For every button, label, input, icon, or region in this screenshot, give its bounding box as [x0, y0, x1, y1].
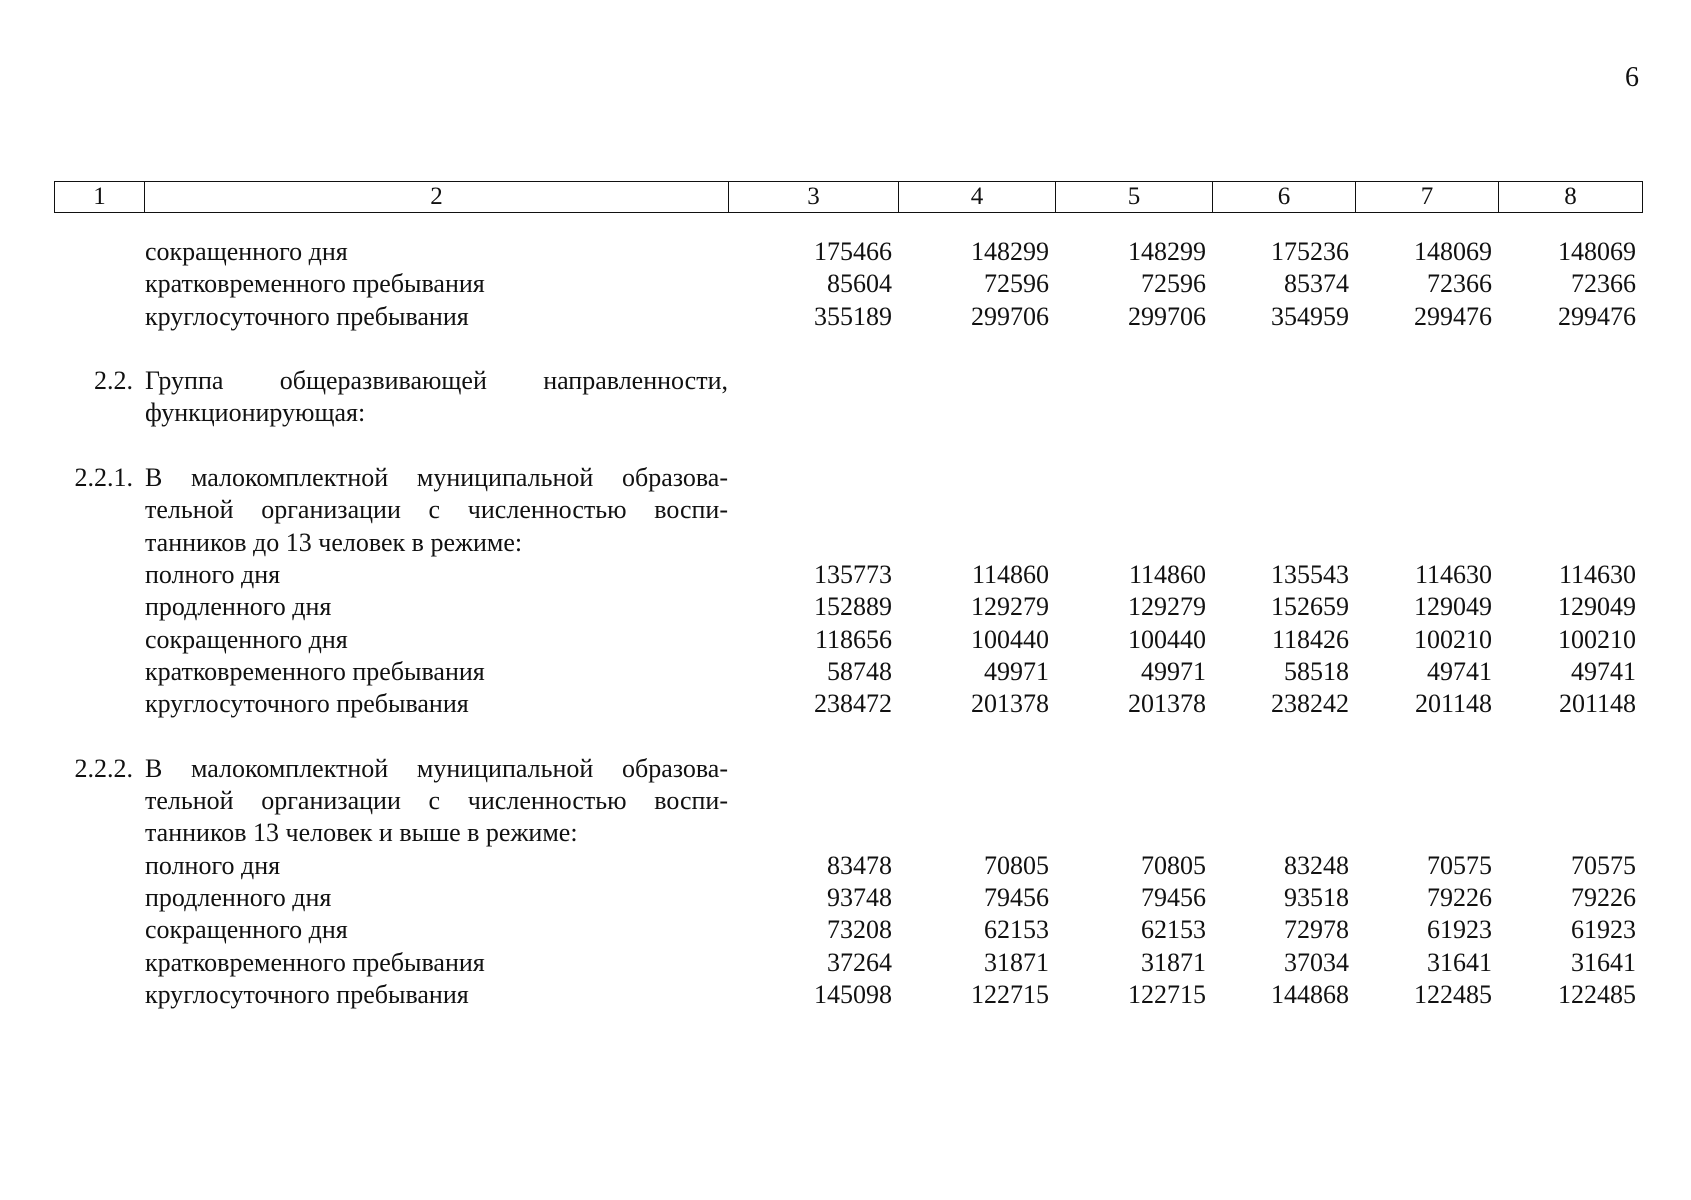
cell-value: 122485	[1558, 979, 1636, 1009]
cell-value: 114860	[1128, 559, 1206, 589]
section-title: тельной организации с численностью воспи-	[145, 495, 728, 525]
row-label: сокращенного дня	[145, 237, 348, 266]
table-row	[54, 624, 1642, 656]
cell-value: 49741	[1427, 656, 1492, 686]
column-number: 3	[729, 182, 899, 213]
table-row	[54, 882, 1642, 914]
row-label: круглосуточного пребывания	[145, 301, 469, 331]
cell-value: 79456	[984, 882, 1049, 912]
cell-value: 72596	[1141, 269, 1206, 299]
cell-value: 118426	[1271, 624, 1349, 654]
cell-value: 70805	[984, 850, 1049, 880]
cell-value: 122715	[971, 979, 1049, 1009]
section-heading	[54, 462, 1642, 494]
tariff-table	[54, 236, 1642, 1011]
column-number: 2	[145, 182, 729, 213]
cell-value: 148069	[1414, 237, 1492, 266]
section-title: танников до 13 человек в режиме:	[145, 527, 523, 557]
section-title: Группа общеразвивающей направленности,	[145, 366, 728, 396]
column-number: 5	[1056, 182, 1213, 213]
cell-value: 49971	[984, 656, 1049, 686]
cell-value: 31641	[1427, 947, 1492, 977]
cell-value: 100440	[971, 624, 1049, 654]
cell-value: 100210	[1558, 624, 1636, 654]
cell-value: 118656	[814, 624, 892, 654]
cell-value: 148069	[1558, 237, 1636, 266]
cell-value: 201378	[971, 689, 1049, 719]
cell-value: 114860	[971, 559, 1049, 589]
table-row	[54, 914, 1642, 946]
cell-value: 72366	[1571, 269, 1636, 299]
cell-value: 73208	[827, 915, 892, 945]
section-heading	[54, 753, 1642, 785]
cell-value: 114630	[1558, 559, 1636, 589]
cell-value: 122485	[1414, 979, 1492, 1009]
cell-value: 175466	[814, 237, 892, 266]
section-title: В малокомплектной муниципальной образова-	[145, 753, 728, 783]
cell-value: 152659	[1271, 592, 1349, 622]
cell-value: 70805	[1141, 850, 1206, 880]
cell-value: 72978	[1284, 915, 1349, 945]
cell-value: 31641	[1571, 947, 1636, 977]
cell-value: 114630	[1414, 559, 1492, 589]
cell-value: 61923	[1427, 915, 1492, 945]
cell-value: 148299	[971, 237, 1049, 266]
table-row	[54, 947, 1642, 979]
cell-value: 93748	[827, 882, 892, 912]
row-label: кратковременного пребывания	[145, 269, 485, 299]
row-label: продленного дня	[145, 592, 332, 622]
section-number: 2.2.	[94, 366, 133, 396]
cell-value: 79226	[1427, 882, 1492, 912]
section-heading-line	[54, 494, 1642, 526]
row-label: полного дня	[145, 559, 281, 589]
cell-value: 31871	[1141, 947, 1206, 977]
cell-value: 70575	[1427, 850, 1492, 880]
table-row	[54, 559, 1642, 591]
cell-value: 85604	[827, 269, 892, 299]
section-title: тельной организации с численностью воспи-	[145, 786, 728, 816]
cell-value: 129049	[1558, 592, 1636, 622]
section-heading-line	[54, 785, 1642, 817]
cell-value: 83478	[827, 850, 892, 880]
section-title: танников 13 человек и выше в режиме:	[145, 818, 578, 848]
table-row	[54, 236, 1642, 268]
cell-value: 79456	[1141, 882, 1206, 912]
cell-value: 145098	[814, 979, 892, 1009]
cell-value: 31871	[984, 947, 1049, 977]
cell-value: 122715	[1128, 979, 1206, 1009]
row-label: кратковременного пребывания	[145, 656, 485, 686]
cell-value: 144868	[1271, 979, 1349, 1009]
cell-value: 355189	[814, 301, 892, 331]
cell-value: 129049	[1414, 592, 1492, 622]
cell-value: 175236	[1271, 237, 1349, 266]
section-heading-line	[54, 527, 1642, 559]
cell-value: 58518	[1284, 656, 1349, 686]
row-label: круглосуточного пребывания	[145, 979, 469, 1009]
page-number: 6	[1625, 62, 1639, 93]
cell-value: 37264	[827, 947, 892, 977]
table-row	[54, 268, 1642, 300]
cell-value: 61923	[1571, 915, 1636, 945]
column-number-header	[54, 181, 1643, 213]
section-heading-line	[54, 397, 1642, 429]
section-number: 2.2.1.	[74, 463, 133, 493]
cell-value: 62153	[984, 915, 1049, 945]
row-label: продленного дня	[145, 882, 332, 912]
cell-value: 354959	[1271, 301, 1349, 331]
cell-value: 129279	[1128, 592, 1206, 622]
cell-value: 58748	[827, 656, 892, 686]
cell-value: 238242	[1271, 689, 1349, 719]
column-number: 8	[1499, 182, 1643, 213]
cell-value: 238472	[814, 689, 892, 719]
table-row	[54, 688, 1642, 720]
cell-value: 37034	[1284, 947, 1349, 977]
cell-value: 135773	[814, 559, 892, 589]
table-row	[54, 301, 1642, 333]
section-heading	[54, 365, 1642, 397]
row-label: полного дня	[145, 850, 281, 880]
table-row	[54, 850, 1642, 882]
cell-value: 83248	[1284, 850, 1349, 880]
header-row	[55, 182, 1643, 213]
table-row	[54, 656, 1642, 688]
cell-value: 152889	[814, 592, 892, 622]
section-title: В малокомплектной муниципальной образова-	[145, 463, 728, 493]
cell-value: 201378	[1128, 689, 1206, 719]
column-number: 1	[55, 182, 145, 213]
cell-value: 49741	[1571, 656, 1636, 686]
cell-value: 135543	[1271, 559, 1349, 589]
cell-value: 299706	[1128, 301, 1206, 331]
row-label: круглосуточного пребывания	[145, 689, 469, 719]
section-heading-line	[54, 817, 1642, 849]
row-label: сокращенного дня	[145, 624, 348, 654]
cell-value: 72366	[1427, 269, 1492, 299]
column-number: 7	[1356, 182, 1499, 213]
cell-value: 148299	[1128, 237, 1206, 266]
cell-value: 201148	[1558, 689, 1636, 719]
section-number: 2.2.2.	[74, 753, 133, 783]
cell-value: 85374	[1284, 269, 1349, 299]
table-row	[54, 979, 1642, 1011]
cell-value: 49971	[1141, 656, 1206, 686]
section-title: функционирующая:	[145, 398, 366, 428]
row-label: кратковременного пребывания	[145, 947, 485, 977]
cell-value: 201148	[1414, 689, 1492, 719]
cell-value: 100440	[1128, 624, 1206, 654]
table-row	[54, 591, 1642, 623]
cell-value: 129279	[971, 592, 1049, 622]
cell-value: 299476	[1414, 301, 1492, 331]
column-number: 6	[1213, 182, 1356, 213]
cell-value: 70575	[1571, 850, 1636, 880]
cell-value: 79226	[1571, 882, 1636, 912]
cell-value: 62153	[1141, 915, 1206, 945]
column-number: 4	[899, 182, 1056, 213]
cell-value: 299706	[971, 301, 1049, 331]
cell-value: 93518	[1284, 882, 1349, 912]
cell-value: 72596	[984, 269, 1049, 299]
row-label: сокращенного дня	[145, 915, 348, 945]
cell-value: 100210	[1414, 624, 1492, 654]
cell-value: 299476	[1558, 301, 1636, 331]
